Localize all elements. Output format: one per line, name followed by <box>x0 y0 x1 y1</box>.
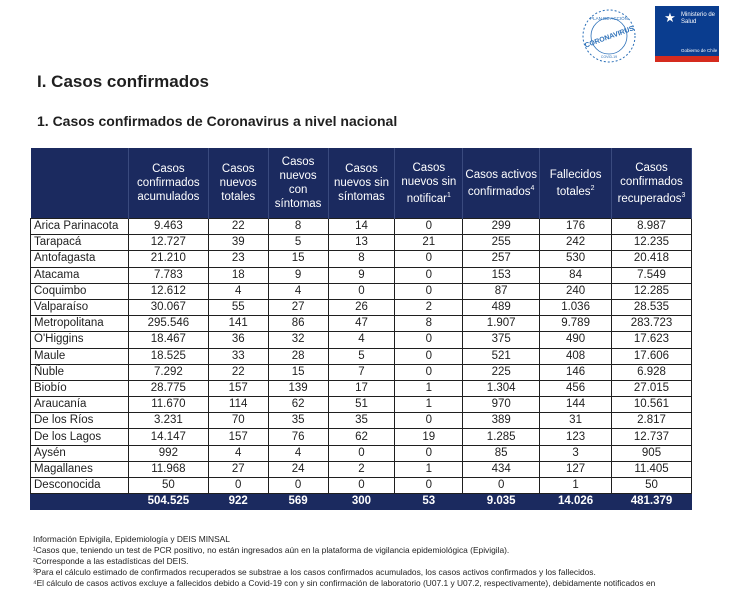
table-cell: 0 <box>395 332 463 348</box>
table-cell: 27 <box>268 299 328 315</box>
column-header: Fallecidos totales$^2$ <box>540 148 612 219</box>
table-cell: 1.304 <box>463 380 540 396</box>
table-cell: 0 <box>208 478 268 494</box>
table-cell: 157 <box>208 429 268 445</box>
plan-coronavirus-logo <box>579 6 639 66</box>
table-cell: 521 <box>463 348 540 364</box>
total-row <box>31 494 692 510</box>
total-cell: 481.379 <box>612 494 692 510</box>
table-cell: 0 <box>395 219 463 235</box>
table-cell: 21 <box>395 235 463 251</box>
table-row <box>31 478 692 494</box>
table-cell: 7 <box>328 364 395 380</box>
table-cell: 28.775 <box>128 380 208 396</box>
table-cell: 144 <box>540 397 612 413</box>
table-cell: 31 <box>540 413 612 429</box>
footnote: ¹Casos que, teniendo un test de PCR positivo, no están ingresados aún en la plataforma de vigilancia epidemiológica (Epivigila). <box>33 545 510 555</box>
table-cell: 1 <box>395 461 463 477</box>
table-cell: 27 <box>208 461 268 477</box>
table-cell: 0 <box>395 251 463 267</box>
table-cell: 35 <box>328 413 395 429</box>
table-row <box>31 397 692 413</box>
table-cell: 15 <box>268 364 328 380</box>
ministry-name: Ministerio de Salud <box>681 12 716 25</box>
column-header: Casos confirmados recuperados$^3$ <box>612 148 692 219</box>
table-cell: 14 <box>328 219 395 235</box>
total-cell: 922 <box>208 494 268 510</box>
table-cell: 51 <box>328 397 395 413</box>
footnote: ²Corresponde a las estadísticas del DEIS. <box>33 556 189 566</box>
region-name: Magallanes <box>31 461 129 477</box>
table-cell: 18.467 <box>128 332 208 348</box>
table-cell: 17.623 <box>612 332 692 348</box>
region-name: De los Lagos <box>31 429 129 445</box>
table-cell: 2.817 <box>612 413 692 429</box>
table-cell: 27.015 <box>612 380 692 396</box>
table-row <box>31 316 692 332</box>
region-name: Atacama <box>31 267 129 283</box>
table-cell: 8 <box>268 219 328 235</box>
table-cell: 22 <box>208 364 268 380</box>
total-cell: 504.525 <box>128 494 208 510</box>
table-cell: 5 <box>268 235 328 251</box>
table-cell: 15 <box>268 251 328 267</box>
logo-plan-text: PLAN DE ACCIÓN <box>590 16 628 21</box>
total-cell <box>31 494 129 510</box>
table-cell: 19 <box>395 429 463 445</box>
table-cell: 905 <box>612 445 692 461</box>
column-header <box>31 148 129 219</box>
table-cell: 0 <box>463 478 540 494</box>
table-cell: 32 <box>268 332 328 348</box>
table-cell: 9.463 <box>128 219 208 235</box>
table-cell: 6.928 <box>612 364 692 380</box>
footnote: ³Para el cálculo estimado de confirmados recuperados se substrae a los casos confirmados acumulados, los casos activos confirmados y los fallecidos. <box>33 567 596 577</box>
cases-table <box>30 148 692 510</box>
table-row <box>31 283 692 299</box>
table-cell: 62 <box>328 429 395 445</box>
table-cell: 7.292 <box>128 364 208 380</box>
logo-covid-text: COVID-19 <box>600 55 618 59</box>
table-cell: 8 <box>395 316 463 332</box>
table-cell: 389 <box>463 413 540 429</box>
table-row <box>31 413 692 429</box>
table-body <box>31 219 692 510</box>
table-cell: 7.783 <box>128 267 208 283</box>
table-cell: 139 <box>268 380 328 396</box>
total-cell: 14.026 <box>540 494 612 510</box>
star-icon: ★ <box>664 10 676 25</box>
table-cell: 8.987 <box>612 219 692 235</box>
table-cell: 2 <box>328 461 395 477</box>
table-row <box>31 251 692 267</box>
table-cell: 0 <box>328 445 395 461</box>
table-cell: 4 <box>208 445 268 461</box>
table-cell: 255 <box>463 235 540 251</box>
table-cell: 35 <box>268 413 328 429</box>
table-cell: 157 <box>208 380 268 396</box>
table-cell: 7.549 <box>612 267 692 283</box>
table-cell: 0 <box>395 364 463 380</box>
table-cell: 87 <box>463 283 540 299</box>
region-name: Desconocida <box>31 478 129 494</box>
table-cell: 13 <box>328 235 395 251</box>
table-cell: 55 <box>208 299 268 315</box>
table-cell: 12.285 <box>612 283 692 299</box>
table-cell: 11.968 <box>128 461 208 477</box>
table-cell: 123 <box>540 429 612 445</box>
table-cell: 3.231 <box>128 413 208 429</box>
header-logos <box>579 6 719 66</box>
region-name: Aysén <box>31 445 129 461</box>
table-cell: 24 <box>268 461 328 477</box>
table-cell: 28 <box>268 348 328 364</box>
table-cell: 295.546 <box>128 316 208 332</box>
table-cell: 375 <box>463 332 540 348</box>
table-cell: 1.285 <box>463 429 540 445</box>
table-cell: 8 <box>328 251 395 267</box>
table-cell: 21.210 <box>128 251 208 267</box>
table-cell: 4 <box>208 283 268 299</box>
table-row <box>31 267 692 283</box>
table-cell: 4 <box>268 445 328 461</box>
table-cell: 12.737 <box>612 429 692 445</box>
table-row <box>31 348 692 364</box>
section-title: I. Casos confirmados <box>37 72 209 91</box>
table-row <box>31 445 692 461</box>
column-header: Casos confirmados acumulados <box>128 148 208 219</box>
table-cell: 50 <box>128 478 208 494</box>
table-cell: 0 <box>328 478 395 494</box>
table-cell: 76 <box>268 429 328 445</box>
table-cell: 225 <box>463 364 540 380</box>
table-title: 1. Casos confirmados de Coronavirus a nivel nacional <box>37 113 398 129</box>
region-name: Biobío <box>31 380 129 396</box>
table-cell: 489 <box>463 299 540 315</box>
table-row <box>31 364 692 380</box>
footnotes <box>33 534 729 589</box>
table-cell: 0 <box>395 267 463 283</box>
table-cell: 408 <box>540 348 612 364</box>
table-cell: 299 <box>463 219 540 235</box>
table-cell: 970 <box>463 397 540 413</box>
table-cell: 20.418 <box>612 251 692 267</box>
flag-stripe <box>655 56 719 62</box>
region-name: Valparaíso <box>31 299 129 315</box>
table-cell: 9.789 <box>540 316 612 332</box>
table-row <box>31 219 692 235</box>
footnote: Información Epivigila, Epidemiología y DEIS MINSAL <box>33 534 230 544</box>
table-cell: 17 <box>328 380 395 396</box>
column-header: Casos nuevos sin notificar$^1$ <box>395 148 463 219</box>
table-cell: 18 <box>208 267 268 283</box>
region-name: Maule <box>31 348 129 364</box>
table-cell: 127 <box>540 461 612 477</box>
table-cell: 146 <box>540 364 612 380</box>
table-cell: 530 <box>540 251 612 267</box>
table-row <box>31 380 692 396</box>
table-cell: 30.067 <box>128 299 208 315</box>
table-cell: 456 <box>540 380 612 396</box>
table-cell: 86 <box>268 316 328 332</box>
table-cell: 0 <box>328 283 395 299</box>
column-header: Casos nuevos totales <box>208 148 268 219</box>
total-cell: 53 <box>395 494 463 510</box>
total-cell: 9.035 <box>463 494 540 510</box>
coronavirus-logo-icon <box>579 6 639 66</box>
table-cell: 283.723 <box>612 316 692 332</box>
table-cell: 0 <box>395 413 463 429</box>
table-cell: 12.235 <box>612 235 692 251</box>
logo-corona-text: CORONAVIRUS <box>583 25 636 50</box>
table-cell: 9 <box>328 267 395 283</box>
table-cell: 153 <box>463 267 540 283</box>
table-cell: 9 <box>268 267 328 283</box>
ministerio-salud-logo <box>655 6 719 62</box>
table-cell: 14.147 <box>128 429 208 445</box>
region-name: Metropolitana <box>31 316 129 332</box>
table-cell: 33 <box>208 348 268 364</box>
table-cell: 141 <box>208 316 268 332</box>
region-name: Arica Parinacota <box>31 219 129 235</box>
table-row <box>31 235 692 251</box>
table-cell: 28.535 <box>612 299 692 315</box>
table-cell: 490 <box>540 332 612 348</box>
table-cell: 36 <box>208 332 268 348</box>
table-cell: 22 <box>208 219 268 235</box>
total-cell: 569 <box>268 494 328 510</box>
table-row <box>31 332 692 348</box>
region-name: Antofagasta <box>31 251 129 267</box>
table-header-row <box>31 148 692 219</box>
column-header: Casos nuevos con síntomas <box>268 148 328 219</box>
table-cell: 992 <box>128 445 208 461</box>
region-name: O'Higgins <box>31 332 129 348</box>
table-cell: 176 <box>540 219 612 235</box>
table-cell: 4 <box>268 283 328 299</box>
total-cell: 300 <box>328 494 395 510</box>
table-cell: 18.525 <box>128 348 208 364</box>
table-cell: 2 <box>395 299 463 315</box>
table-cell: 5 <box>328 348 395 364</box>
table-cell: 1 <box>540 478 612 494</box>
table-cell: 1 <box>395 397 463 413</box>
gobierno-label: Gobierno de Chile <box>681 48 718 53</box>
region-name: De los Ríos <box>31 413 129 429</box>
column-header: Casos nuevos sin síntomas <box>328 148 395 219</box>
table-cell: 17.606 <box>612 348 692 364</box>
table-cell: 11.670 <box>128 397 208 413</box>
table-cell: 84 <box>540 267 612 283</box>
table-cell: 257 <box>463 251 540 267</box>
table-cell: 26 <box>328 299 395 315</box>
table-cell: 39 <box>208 235 268 251</box>
table-cell: 0 <box>395 348 463 364</box>
table-cell: 50 <box>612 478 692 494</box>
table-cell: 70 <box>208 413 268 429</box>
table-cell: 85 <box>463 445 540 461</box>
table-cell: 12.612 <box>128 283 208 299</box>
table-cell: 1.907 <box>463 316 540 332</box>
table-cell: 0 <box>395 283 463 299</box>
table-cell: 12.727 <box>128 235 208 251</box>
table-cell: 3 <box>540 445 612 461</box>
footnote: ⁴El cálculo de casos activos excluye a fallecidos debido a Covid-19 con y sin confirmación de laboratorio (U07.1 y U07.2, respectivamente), debidamente notificados en <box>33 578 656 588</box>
region-name: Ñuble <box>31 364 129 380</box>
table-cell: 11.405 <box>612 461 692 477</box>
table-cell: 0 <box>395 478 463 494</box>
table-cell: 10.561 <box>612 397 692 413</box>
table-cell: 1.036 <box>540 299 612 315</box>
table-cell: 47 <box>328 316 395 332</box>
table-row <box>31 461 692 477</box>
table-cell: 434 <box>463 461 540 477</box>
table-cell: 62 <box>268 397 328 413</box>
region-name: Tarapacá <box>31 235 129 251</box>
table-cell: 114 <box>208 397 268 413</box>
table-cell: 23 <box>208 251 268 267</box>
table-cell: 240 <box>540 283 612 299</box>
region-name: Araucanía <box>31 397 129 413</box>
region-name: Coquimbo <box>31 283 129 299</box>
table-cell: 1 <box>395 380 463 396</box>
column-header: Casos activos confirmados$^4$ <box>463 148 540 219</box>
table-cell: 0 <box>268 478 328 494</box>
table-cell: 242 <box>540 235 612 251</box>
table-cell: 4 <box>328 332 395 348</box>
table-row <box>31 429 692 445</box>
table-row <box>31 299 692 315</box>
table-cell: 0 <box>395 445 463 461</box>
